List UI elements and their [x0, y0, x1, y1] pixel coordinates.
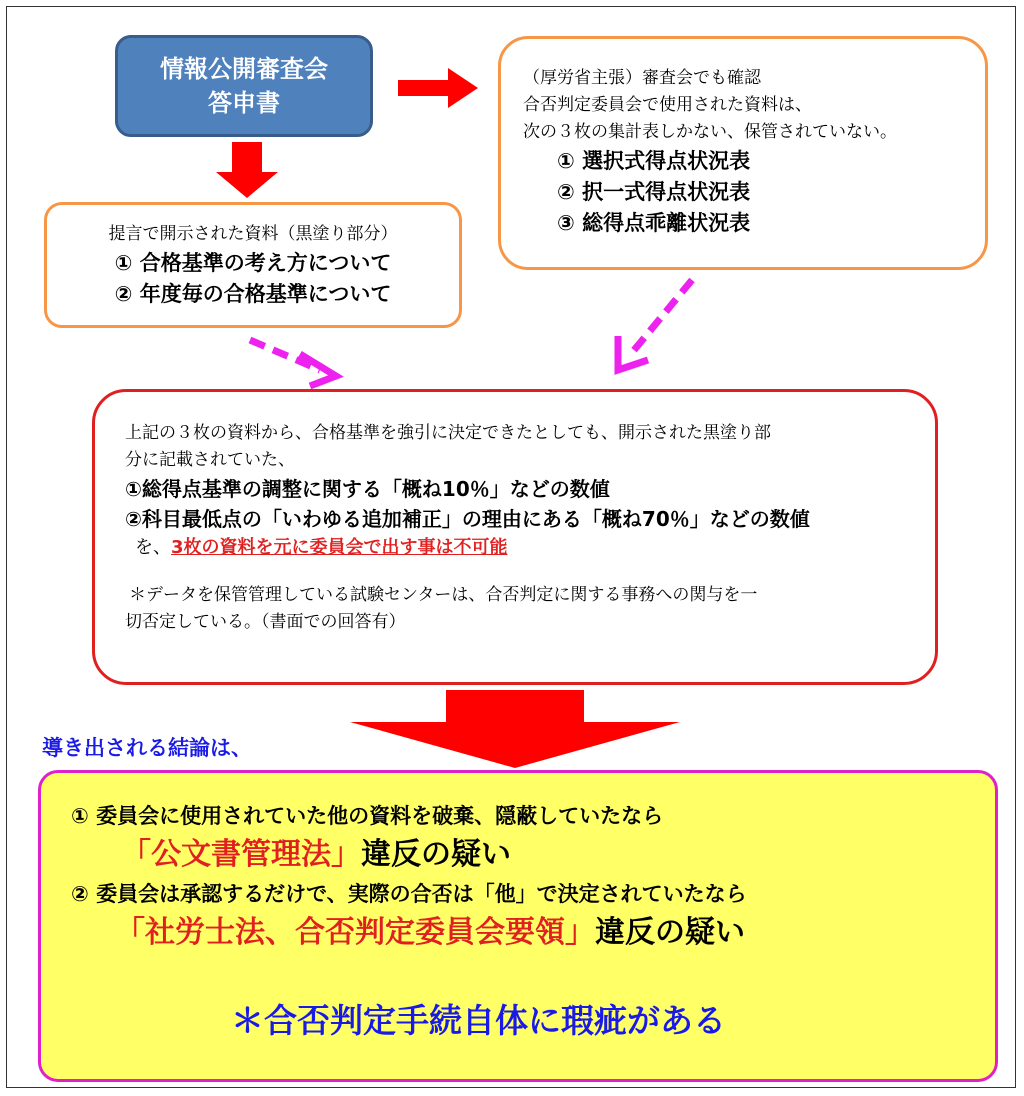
arrow-right [398, 68, 478, 108]
source-line-1: 情報公開審査会 [160, 55, 328, 83]
analysis-item-1: ①総得点基準の調整に関する「概ね10％」などの数値 [125, 477, 610, 501]
conclusion-law-1 [71, 833, 995, 877]
conclusion-box [38, 770, 998, 1082]
claim-item-3: ③ 総得点乖離状況表 [557, 211, 751, 235]
violation-suspicion-2: 違反の疑い [595, 915, 745, 950]
source-line-2: 答申書 [208, 89, 280, 117]
claim-line-3: 次の３枚の集計表しかない、保管されていない。 [523, 122, 897, 142]
violation-suspicion-1: 違反の疑い [361, 837, 511, 872]
arrow-down-big [350, 690, 680, 768]
analysis-note-line-1: ＊データを保管管理している試験センターは、合否判定に関する事務への関与を一 [129, 585, 758, 605]
analysis-line-1: 上記の３枚の資料から、合格基準を強引に決定できたとしても、開示された黒塗り部 [125, 423, 771, 443]
conclusion-label: 導き出される結論は、 [42, 736, 252, 760]
analysis-line-2: 分に記載されていた、 [125, 450, 295, 470]
analysis-box [92, 389, 938, 685]
conclusion-item-1: ① 委員会に使用されていた他の資料を破棄、隠蔽していたなら [71, 804, 664, 828]
claim-line-1: （厚労省主張）審査会でも確認 [523, 68, 761, 88]
disclosed-heading: 提言で開示された資料（黒塗り部分） [108, 224, 398, 244]
disclosed-documents-box [44, 202, 462, 328]
claim-line-2: 合否判定委員会で使用された資料は、 [523, 95, 812, 115]
conclusion-law-2 [71, 911, 995, 955]
dashed-arrow-left-head [300, 354, 336, 386]
arrow-down-small [216, 142, 278, 198]
claim-item-2: ② 択一式得点状況表 [557, 180, 751, 204]
analysis-item-2: ②科目最低点の「いわゆる追加補正」の理由にある「概ね70％」などの数値 [125, 507, 810, 531]
conclusion-item-2: ② 委員会は承認するだけで、実際の合否は「他」で決定されていたなら [71, 882, 747, 906]
claim-item-1: ① 選択式得点状況表 [557, 149, 751, 173]
ministry-claim-box [498, 36, 988, 270]
source-box [115, 35, 373, 137]
dashed-arrow-left [250, 340, 320, 370]
analysis-result-prefix: を、 [135, 537, 171, 558]
dashed-arrow-right [630, 280, 692, 355]
law-name-2: 「社労士法、合否判定委員会要領」 [115, 915, 595, 950]
disclosed-item-1: ① 合格基準の考え方について [114, 251, 392, 275]
disclosed-item-2: ② 年度毎の合格基準について [114, 282, 392, 306]
final-conclusion: ＊合否判定手続自体に瑕疵がある [231, 1001, 726, 1040]
analysis-result [125, 534, 905, 562]
analysis-note-line-2: 切否定している。（書面での回答有） [125, 612, 406, 632]
law-name-1: 「公文書管理法」 [121, 837, 361, 872]
analysis-result-highlight: 3枚の資料を元に委員会で出す事は不可能 [171, 537, 508, 558]
